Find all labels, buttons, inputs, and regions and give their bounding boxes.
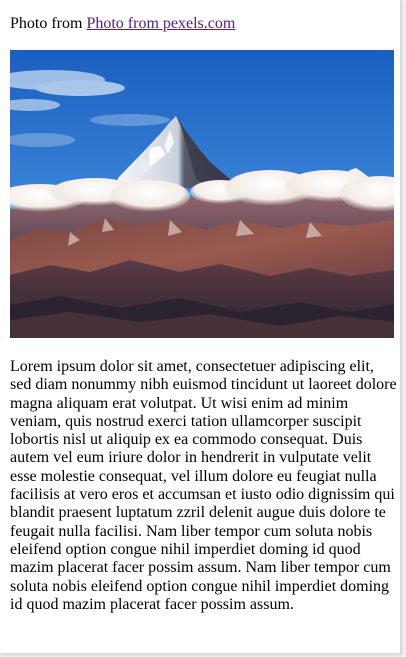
lorem-paragraph: Lorem ipsum dolor sit amet, consectetuer adipiscing elit, sed diam nonummy nibh euismod tincidunt ut laoreet dolore magna aliquam erat volutpat. Ut wisi enim ad minim veniam, quis nostrud exerci tation ullamcorper suscipit lobortis nisl ut aliquip ex ea commodo consequat. Duis autem vel eum iriure dolor in hendrerit in vulputate velit esse molestie consequat, vel illum dolore eu feugiat nulla facilisis at vero eros et accumsan et iusto odio dignissim qui blandit praesent luptatum zzril delenit augue duis dolore te feugait nulla facilisi. Nam liber tempor cum soluta nobis eleifend option congue nihil imperdiet doming id quod mazim placerat facer possim assum. Nam liber tempor cum soluta nobis eleifend option congue nihil imperdiet doming id quod mazim placerat facer possim assum. — [10, 358, 397, 613]
pexels-link[interactable]: Photo from pexels.com — [86, 15, 236, 32]
caption-prefix: Photo from — [10, 15, 83, 32]
photo-caption — [10, 14, 235, 34]
mountain-photo — [10, 50, 394, 338]
